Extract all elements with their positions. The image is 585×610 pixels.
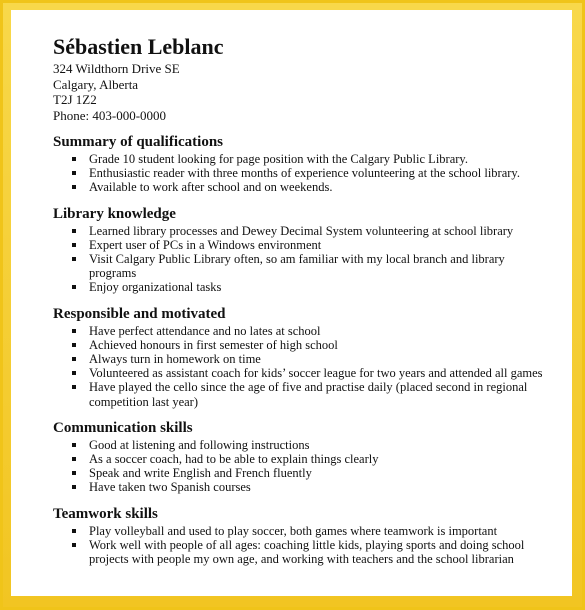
bullet-text: Learned library processes and Dewey Decimal System volunteering at school library bbox=[89, 223, 514, 238]
section-heading: Communication skills bbox=[53, 419, 193, 436]
bullet-text: Work well with people of all ages: coaching little kids, playing sports and doing school projects with people my own age, and working with teachers and the school librarian bbox=[89, 537, 525, 567]
bullet-text: As a soccer coach, had to be able to explain things clearly bbox=[89, 452, 379, 467]
bullet-square-icon bbox=[72, 229, 76, 233]
bullet-text: Always turn in homework on time bbox=[89, 352, 261, 367]
bullet-item bbox=[70, 324, 553, 338]
bullet-item bbox=[70, 538, 553, 566]
resume-page bbox=[11, 10, 572, 596]
bullet-text: Grade 10 student looking for page position with the Calgary Public Library. bbox=[89, 152, 468, 166]
address-line-postal: T2J 1Z2 bbox=[53, 92, 97, 107]
bullet-text: Volunteered as assistant coach for kids’ soccer league for two years and attended all games bbox=[89, 366, 543, 381]
address-block bbox=[53, 61, 553, 123]
bullet-list bbox=[53, 438, 553, 495]
resume-section bbox=[53, 306, 553, 409]
resume-section bbox=[53, 206, 553, 295]
section-heading: Teamwork skills bbox=[53, 505, 158, 522]
section-heading: Responsible and motivated bbox=[53, 305, 226, 322]
bullet-item bbox=[70, 438, 553, 452]
bullet-item bbox=[70, 380, 553, 408]
bullet-item bbox=[70, 238, 553, 252]
resume-section bbox=[53, 506, 553, 567]
bullet-square-icon bbox=[72, 529, 76, 533]
bullet-item bbox=[70, 466, 553, 480]
section-heading: Summary of qualifications bbox=[53, 134, 224, 150]
bullet-text: Good at listening and following instructions bbox=[89, 437, 310, 452]
bullet-square-icon bbox=[72, 243, 76, 247]
address-line-city: Calgary, Alberta bbox=[53, 76, 139, 92]
bullet-text: Have played the cello since the age of five and practise daily (placed second in regional competition last year) bbox=[89, 380, 528, 409]
bullet-list bbox=[53, 152, 553, 195]
bullet-item bbox=[70, 480, 553, 494]
bullet-item bbox=[70, 152, 553, 166]
bullet-list bbox=[53, 324, 553, 409]
bullet-text: Enthusiastic reader with three months of experience volunteering at the school library. bbox=[89, 166, 520, 181]
resume-name: Sébastien Leblanc bbox=[53, 34, 224, 59]
bullet-text: Visit Calgary Public Library often, so am familiar with my local branch and library programs bbox=[89, 252, 505, 281]
bullet-text: Have perfect attendance and no lates at school bbox=[89, 323, 321, 338]
bullet-square-icon bbox=[72, 257, 76, 261]
address-line-street: 324 Wildthorn Drive SE bbox=[53, 61, 180, 76]
bullet-square-icon bbox=[72, 185, 76, 189]
bullet-list bbox=[53, 524, 553, 567]
bullet-item bbox=[70, 524, 553, 538]
bullet-item bbox=[70, 338, 553, 352]
bullet-square-icon bbox=[72, 157, 76, 161]
bullet-square-icon bbox=[72, 443, 76, 447]
bullet-item bbox=[70, 180, 553, 194]
bullet-text: Enjoy organizational tasks bbox=[89, 280, 222, 295]
bullet-text: Achieved honours in first semester of high school bbox=[89, 337, 338, 352]
bullet-square-icon bbox=[72, 385, 76, 389]
bullet-square-icon bbox=[72, 485, 76, 489]
bullet-square-icon bbox=[72, 457, 76, 461]
bullet-square-icon bbox=[72, 343, 76, 347]
bullet-item bbox=[70, 166, 553, 180]
bullet-square-icon bbox=[72, 171, 76, 175]
bullet-text: Have taken two Spanish courses bbox=[89, 480, 251, 495]
address-line-phone: Phone: 403-000-0000 bbox=[53, 107, 167, 123]
bullet-square-icon bbox=[72, 285, 76, 289]
bullet-item bbox=[70, 252, 553, 280]
bullet-text: Available to work after school and on weekends. bbox=[89, 180, 333, 195]
bullet-square-icon bbox=[72, 371, 76, 375]
bullet-list bbox=[53, 224, 553, 295]
bullet-item bbox=[70, 280, 553, 294]
bullet-square-icon bbox=[72, 543, 76, 547]
bullet-item bbox=[70, 366, 553, 380]
bullet-text: Expert user of PCs in a Windows environment bbox=[89, 237, 322, 252]
resume-section bbox=[53, 134, 553, 195]
bullet-item bbox=[70, 224, 553, 238]
bullet-text: Play volleyball and used to play soccer, both games where teamwork is important bbox=[89, 523, 498, 538]
bullet-square-icon bbox=[72, 329, 76, 333]
bullet-text: Speak and write English and French fluently bbox=[89, 466, 312, 481]
resume-content bbox=[53, 34, 553, 566]
resume-section bbox=[53, 420, 553, 495]
bullet-square-icon bbox=[72, 471, 76, 475]
bullet-item bbox=[70, 352, 553, 366]
section-heading: Library knowledge bbox=[53, 205, 176, 222]
resume-sections bbox=[53, 134, 553, 566]
bullet-item bbox=[70, 452, 553, 466]
bullet-square-icon bbox=[72, 357, 76, 361]
